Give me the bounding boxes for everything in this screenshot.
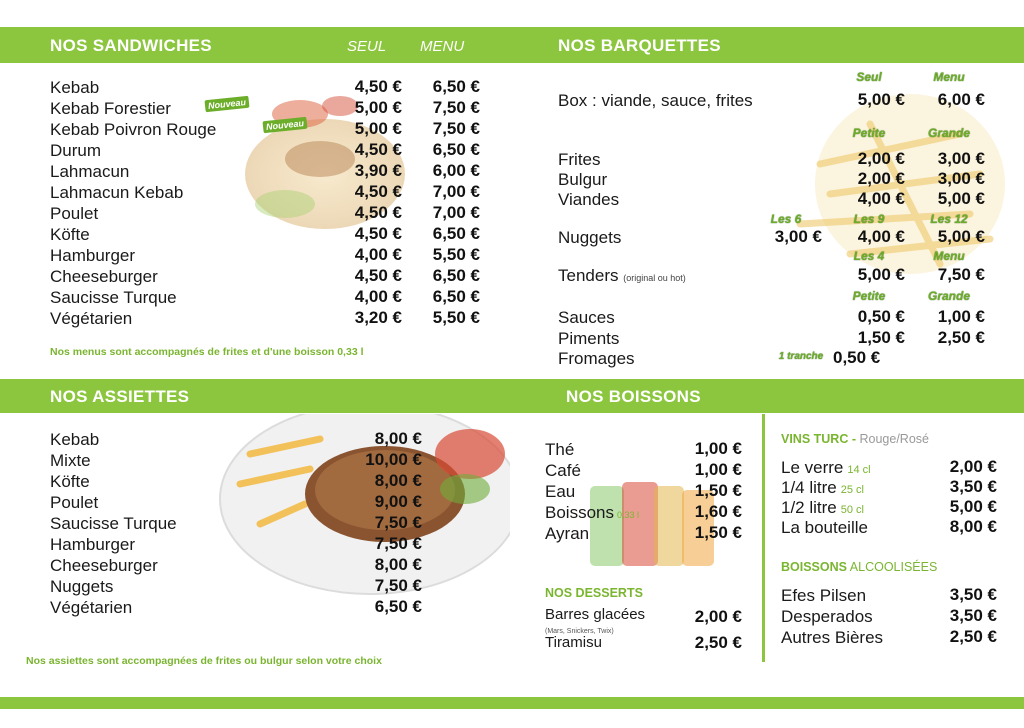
new-badge: Nouveau	[262, 117, 307, 134]
sandwich-price-menu: 7,00 €	[432, 182, 480, 201]
sandwich-name: Kebab Forestier	[50, 99, 171, 118]
sandwich-name: Kebab	[50, 78, 100, 97]
boisson-price: 1,00 €	[694, 439, 742, 458]
fromages-price: 0,50 €	[833, 348, 881, 367]
barquette-price-grande: 3,00 €	[937, 169, 985, 188]
vin-price: 5,00 €	[949, 497, 997, 516]
extra-price-grande: 1,00 €	[937, 307, 985, 326]
assiette-name: Saucisse Turque	[50, 514, 177, 533]
sandwich-price-seul: 3,90 €	[354, 161, 402, 180]
alcool-title-a: BOISSONS	[781, 560, 847, 574]
boisson-price: 1,60 €	[694, 502, 742, 521]
sandwich-price-menu: 7,50 €	[432, 98, 480, 117]
assiette-price: 7,50 €	[374, 534, 422, 553]
vin-sub: 50 cl	[840, 504, 864, 516]
col-seul-label: SEUL	[347, 38, 387, 55]
vin-label: 1/4 litre	[781, 478, 837, 497]
sandwich-price-seul: 5,00 €	[354, 119, 402, 138]
extra-name: Piments	[558, 329, 620, 348]
boisson-name	[545, 524, 589, 544]
assiettes-note: Nos assiettes sont accompagnées de frites ou bulgur selon votre choix	[26, 655, 382, 667]
assiette-price: 8,00 €	[374, 555, 422, 574]
barquettes-title: NOS BARQUETTES	[558, 36, 721, 55]
sandwiches-note: Nos menus sont accompagnés de frites et d'une boisson 0,33 l	[50, 346, 364, 358]
barquette-price-grande: 3,00 €	[937, 149, 985, 168]
new-badge: Nouveau	[204, 96, 249, 113]
tenders-price-4: 5,00 €	[857, 265, 905, 284]
sandwich-price-seul: 4,50 €	[354, 203, 402, 222]
assiette-name: Nuggets	[50, 577, 114, 596]
dessert-price-1: 2,00 €	[694, 607, 742, 626]
vin-label: Le verre	[781, 458, 844, 477]
sandwich-price-seul: 4,50 €	[354, 266, 402, 285]
nuggets-tag-12: Les 12	[930, 212, 968, 226]
nuggets-name: Nuggets	[558, 228, 622, 247]
barquette-price-petite: 2,00 €	[857, 169, 905, 188]
biere-price: 2,50 €	[949, 627, 997, 646]
assiette-price: 7,50 €	[374, 513, 422, 532]
extra-price-grande: 2,50 €	[937, 328, 985, 347]
barquette-price-petite: 4,00 €	[857, 189, 905, 208]
footer-bar	[0, 697, 1024, 709]
box-name: Box : viande, sauce, frites	[558, 91, 753, 110]
boisson-sub: 0,33 l	[616, 510, 640, 520]
vins-title	[781, 432, 929, 446]
desserts-title: NOS DESSERTS	[545, 586, 643, 600]
biere-name: Autres Bières	[781, 628, 884, 647]
assiette-name: Mixte	[50, 451, 91, 470]
vins-sep: -	[848, 432, 860, 446]
sandwich-price-menu: 6,50 €	[432, 140, 480, 159]
vin-name	[781, 498, 864, 518]
sandwich-price-seul: 4,00 €	[354, 245, 402, 264]
vin-price: 3,50 €	[949, 477, 997, 496]
sandwich-price-seul: 4,50 €	[354, 224, 402, 243]
biere-name: Efes Pilsen	[781, 586, 867, 605]
sandwich-price-menu: 5,50 €	[432, 245, 480, 264]
sandwich-price-menu: 5,50 €	[432, 308, 480, 327]
boisson-label: Thé	[545, 440, 575, 459]
extra-price-petite: 0,50 €	[857, 307, 905, 326]
vin-name	[781, 458, 871, 478]
fromages-tag: 1 tranche	[778, 351, 824, 362]
assiette-name: Cheeseburger	[50, 556, 158, 575]
tenders-sub: (original ou hot)	[623, 273, 686, 283]
sandwich-price-menu: 6,50 €	[432, 77, 480, 96]
dessert-sub: (Mars, Snickers, Twix)	[545, 628, 614, 635]
dessert-name: Barres glacées	[545, 606, 646, 623]
sandwich-price-seul: 3,20 €	[354, 308, 402, 327]
sandwich-name: Durum	[50, 141, 102, 160]
assiette-name: Hamburger	[50, 535, 136, 554]
vin-label: La bouteille	[781, 518, 868, 537]
nuggets-price-6: 3,00 €	[774, 227, 822, 246]
sandwich-name: Hamburger	[50, 246, 136, 265]
assiette-price: 7,50 €	[374, 576, 422, 595]
sandwich-price-menu: 6,50 €	[432, 224, 480, 243]
biere-price: 3,50 €	[949, 606, 997, 625]
sandwich-price-seul: 4,50 €	[354, 182, 402, 201]
sandwich-name: Végétarien	[50, 309, 133, 328]
biere-price: 3,50 €	[949, 585, 997, 604]
nuggets-tag-9: Les 9	[853, 212, 885, 226]
group1-tag-petite: Petite	[852, 126, 886, 140]
nuggets-tag-6: Les 6	[770, 212, 802, 226]
nuggets-price-12: 5,00 €	[937, 227, 985, 246]
assiette-price: 8,00 €	[374, 429, 422, 448]
group2-tag-petite: Petite	[852, 289, 886, 303]
tenders-name	[558, 266, 686, 286]
box-price-menu: 6,00 €	[937, 90, 985, 109]
sandwich-price-seul: 5,00 €	[354, 98, 402, 117]
barquette-name: Frites	[558, 150, 601, 169]
extra-name: Sauces	[558, 308, 615, 327]
vins-subtitle: Rouge/Rosé	[859, 432, 929, 446]
sandwich-price-seul: 4,00 €	[354, 287, 402, 306]
boisson-price: 1,00 €	[694, 460, 742, 479]
sandwich-name: Poulet	[50, 204, 99, 223]
vin-label: 1/2 litre	[781, 498, 837, 517]
assiette-price: 8,00 €	[374, 471, 422, 490]
sandwich-name: Lahmacun	[50, 162, 130, 181]
tenders-tag-4: Les 4	[853, 249, 885, 263]
group1-tag-grande: Grande	[927, 126, 970, 140]
vin-name	[781, 478, 864, 498]
barquette-name: Viandes	[558, 190, 620, 209]
tenders-tag-menu: Menu	[933, 249, 965, 263]
dessert-price-2: 2,50 €	[694, 633, 742, 652]
sandwich-price-seul: 4,50 €	[354, 77, 402, 96]
sandwich-name: Köfte	[50, 225, 90, 244]
sandwiches-title: NOS SANDWICHES	[50, 36, 212, 55]
assiette-name: Köfte	[50, 472, 90, 491]
barquette-price-grande: 5,00 €	[937, 189, 985, 208]
assiette-price: 6,50 €	[374, 597, 422, 616]
extra-price-petite: 1,50 €	[857, 328, 905, 347]
biere-name: Desperados	[781, 607, 873, 626]
vin-name	[781, 518, 868, 538]
alcool-title	[781, 560, 937, 574]
sandwich-price-menu: 6,50 €	[432, 287, 480, 306]
boisson-label: Eau	[545, 482, 576, 501]
vin-sub: 25 cl	[840, 484, 864, 496]
sandwich-name: Saucisse Turque	[50, 288, 177, 307]
group2-tag-grande: Grande	[927, 289, 970, 303]
tenders-price-menu: 7,50 €	[937, 265, 985, 284]
barquette-name: Bulgur	[558, 170, 608, 189]
barquette-price-petite: 2,00 €	[857, 149, 905, 168]
assiette-name: Kebab	[50, 430, 100, 449]
boisson-label: Ayran	[545, 524, 590, 543]
box-tag-menu: Menu	[933, 70, 965, 84]
boisson-name	[545, 461, 581, 481]
assiette-name: Végétarien	[50, 598, 133, 617]
sandwich-price-menu: 6,00 €	[432, 161, 480, 180]
sandwich-price-menu: 7,00 €	[432, 203, 480, 222]
drinks-divider	[762, 414, 765, 662]
boisson-name	[545, 503, 639, 523]
vin-price: 8,00 €	[949, 517, 997, 536]
boisson-name	[545, 440, 574, 460]
assiette-price: 9,00 €	[374, 492, 422, 511]
tenders-label: Tenders	[558, 266, 619, 285]
vin-sub: 14 cl	[847, 464, 871, 476]
col-menu-label: MENU	[420, 38, 465, 55]
sandwich-price-seul: 4,50 €	[354, 140, 402, 159]
vin-price: 2,00 €	[949, 457, 997, 476]
alcool-title-b: ALCOOLISÉES	[847, 560, 938, 574]
sandwich-name: Cheeseburger	[50, 267, 158, 286]
box-price-seul: 5,00 €	[857, 90, 905, 109]
sandwich-name: Kebab Poivron Rouge	[50, 120, 217, 139]
boisson-label: Café	[545, 461, 581, 480]
box-tag-seul: Seul	[856, 70, 882, 84]
nuggets-price-9: 4,00 €	[857, 227, 905, 246]
boissons-title: NOS BOISSONS	[566, 387, 701, 406]
sandwich-price-menu: 7,50 €	[432, 119, 480, 138]
boisson-price: 1,50 €	[694, 481, 742, 500]
boisson-price: 1,50 €	[694, 523, 742, 542]
dessert-item-2: Tiramisu	[545, 634, 602, 651]
vins-title-text: VINS TURC	[781, 432, 849, 446]
sandwich-name: Lahmacun Kebab	[50, 183, 184, 202]
fromages-name: Fromages	[558, 349, 635, 368]
sandwich-price-menu: 6,50 €	[432, 266, 480, 285]
boisson-label: Boissons	[545, 503, 614, 522]
boisson-name	[545, 482, 575, 502]
assiette-price: 10,00 €	[365, 450, 422, 469]
assiettes-title: NOS ASSIETTES	[50, 387, 190, 406]
assiette-name: Poulet	[50, 493, 99, 512]
